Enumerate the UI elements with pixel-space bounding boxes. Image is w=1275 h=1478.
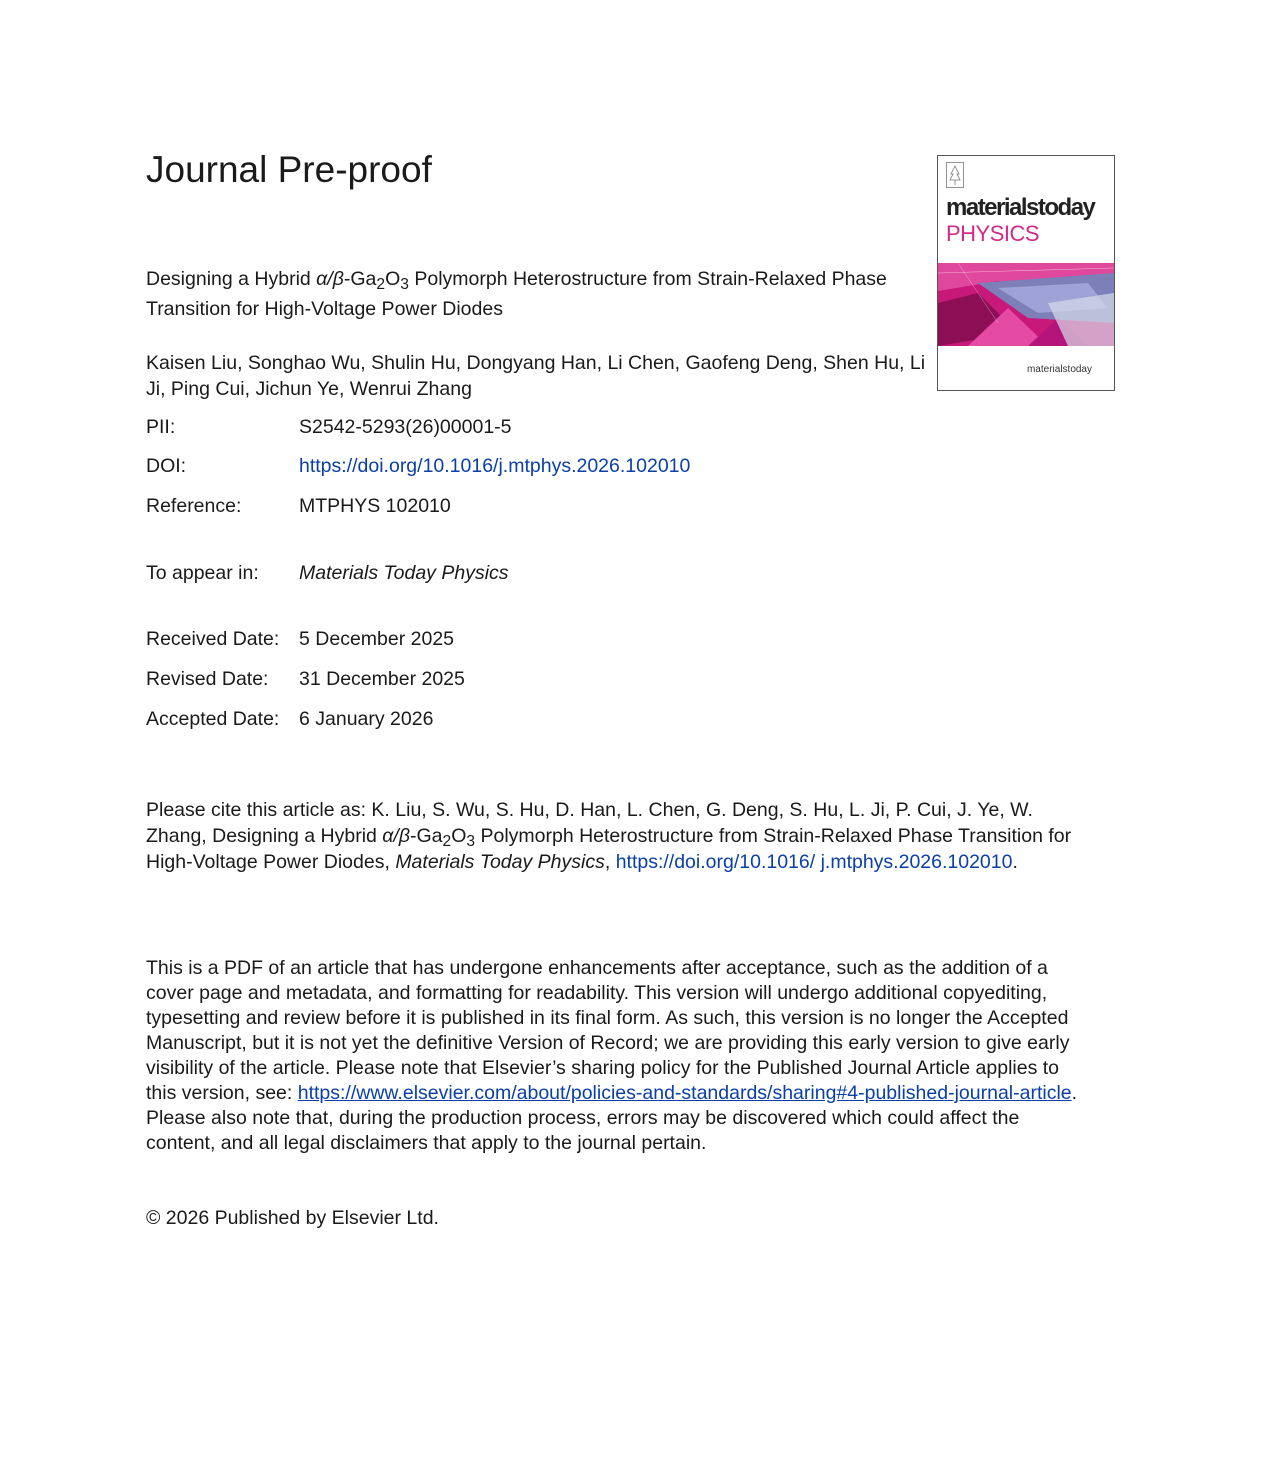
revised-label: Revised Date: [146, 668, 269, 690]
received-value: 5 December 2025 [299, 628, 455, 650]
cover-header [938, 156, 1114, 263]
citation-text: , [604, 851, 616, 873]
pii-label: PII: [146, 416, 176, 438]
appear-value: Materials Today Physics [299, 562, 509, 584]
citation-paragraph [146, 797, 1076, 875]
title-greek: α/β [316, 268, 344, 290]
received-label: Received Date: [146, 628, 280, 650]
copyright-notice: © 2026 Published by Elsevier Ltd. [146, 1207, 439, 1229]
cover-brand-small: materialstoday [1026, 364, 1092, 375]
citation-text: O [451, 825, 467, 847]
revised-value: 31 December 2025 [299, 668, 465, 690]
reference-value: MTPHYS 102010 [299, 495, 451, 517]
title-subscript: 2 [376, 275, 386, 293]
title-text: O [385, 268, 401, 290]
pii-value: S2542-5293(26)00001-5 [299, 416, 512, 438]
citation-journal: Materials Today Physics [395, 851, 605, 873]
doi-label: DOI: [146, 455, 187, 477]
sharing-policy-link[interactable]: https://www.elsevier.com/about/policies-and-standards/sharing#4-published-journal-article [297, 1082, 1072, 1104]
journal-cover-image [937, 155, 1115, 391]
cover-footer [938, 346, 1114, 390]
disclaimer-text: . Please also note that, during the production process, errors may be discovered which could affect the content, and all legal disclaimers that apply to the journal pertain. [146, 1082, 1078, 1154]
reference-label: Reference: [146, 495, 242, 517]
title-subscript: 3 [400, 275, 409, 293]
citation-doi-link[interactable]: https://doi.org/10.1016/ j.mtphys.2026.102010 [615, 851, 1013, 873]
cover-brand-sub: PHYSICS [946, 221, 1040, 246]
cover-artwork [938, 263, 1114, 346]
appear-label: To appear in: [146, 562, 259, 584]
elsevier-tree-logo-icon [946, 162, 964, 188]
journal-pre-proof-heading: Journal Pre-proof [146, 149, 432, 190]
accepted-value: 6 January 2026 [299, 708, 434, 730]
disclaimer-paragraph [146, 956, 1081, 1156]
accepted-label: Accepted Date: [146, 708, 280, 730]
doi-link[interactable]: https://doi.org/10.1016/j.mtphys.2026.102010 [299, 455, 691, 477]
disclaimer-text: This is a PDF of an article that has undergone enhancements after acceptance, such as the addition of a cover page and metadata, and formatting for readability. This version will undergo additional copyediting, typesetting and review before it is published in its final form. As such, this version is no longer the Accepted Manuscript, but it is not yet the definitive Version of Record; we are providing this early version to give early visibility of the article. Please note that Elsevier’s sharing policy for the Published Journal Article applies to this version, see: [146, 957, 1070, 1104]
citation-text: -Ga [409, 825, 443, 847]
citation-subscript: 3 [466, 832, 476, 850]
title-text: Polymorph Heterostructure from Strain-Relaxed Phase Transition for High-Voltage Power Diodes [146, 268, 887, 320]
citation-subscript: 2 [442, 832, 452, 850]
citation-text: Polymorph Heterostructure from Strain-Relaxed Phase Transition for High-Voltage Power Diodes, [146, 825, 1072, 873]
cover-brand-main: materialstoday [946, 194, 1095, 221]
citation-text: Please cite this article as: K. Liu, S. Wu, S. Hu, D. Han, L. Chen, G. Deng, S. Hu, L. Ji, P. Cui, J. Ye, W. Zhang, Designing a Hybrid [146, 799, 1033, 847]
title-text: -Ga [343, 268, 377, 290]
article-title [146, 264, 906, 324]
title-text: Designing a Hybrid [146, 268, 317, 290]
citation-greek: α/β [382, 825, 410, 847]
citation-text: . [1012, 851, 1018, 873]
author-list: Kaisen Liu, Songhao Wu, Shulin Hu, Dongyang Han, Li Chen, Gaofeng Deng, Shen Hu, Li Ji, Ping Cui, Jichun Ye, Wenrui Zhang [146, 352, 926, 400]
